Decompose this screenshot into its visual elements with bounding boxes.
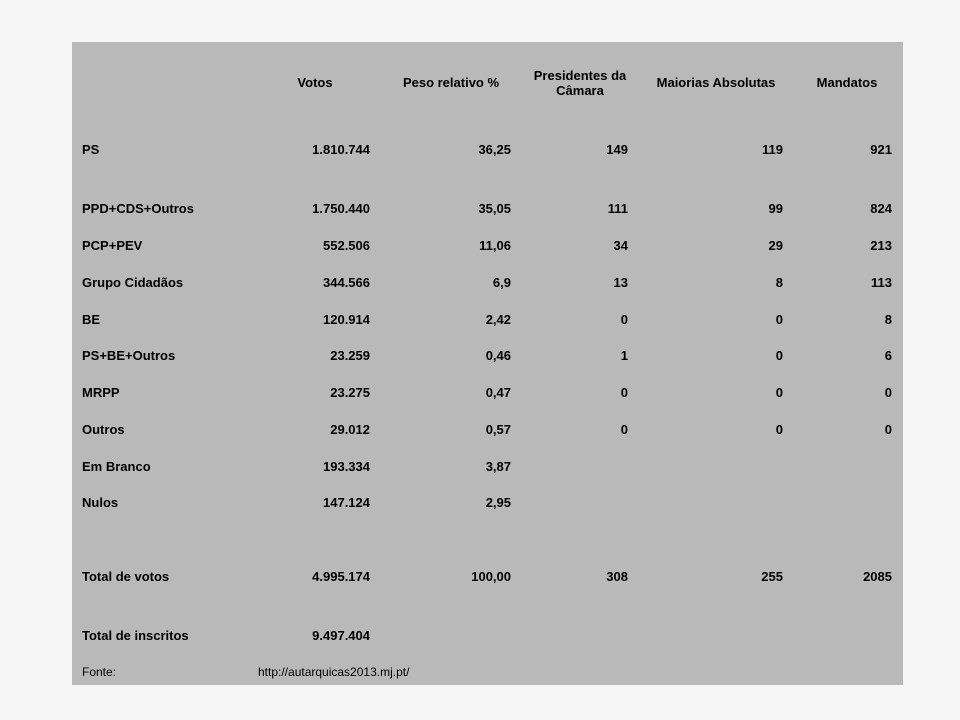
- cell-peso: 35,05: [478, 201, 511, 216]
- cell-maiorias: 0: [775, 348, 783, 363]
- cell-maiorias: 99: [768, 201, 783, 216]
- cell-mandatos: 6: [884, 348, 892, 363]
- cell-mandatos: 8: [884, 312, 892, 327]
- cell-votos: 23.259: [330, 348, 370, 363]
- total-votos-label: Total de votos: [82, 569, 170, 584]
- cell-maiorias: 8: [775, 275, 783, 290]
- cell-mandatos: 113: [871, 275, 892, 290]
- total-votos-maiorias: 255: [761, 569, 783, 584]
- cell-votos: 344.566: [323, 275, 370, 290]
- cell-peso: 0,47: [485, 385, 511, 400]
- total-votos-presidentes: 308: [606, 569, 628, 584]
- cell-votos: 29.012: [330, 422, 370, 437]
- cell-peso: 36,25: [478, 142, 511, 157]
- cell-peso: 0,57: [485, 422, 511, 437]
- header-presidentes: [522, 68, 638, 98]
- row-label: BE: [82, 312, 101, 327]
- cell-votos: 1.750.440: [312, 201, 370, 216]
- row-label: PS: [82, 142, 100, 157]
- cell-mandatos: 0: [884, 385, 892, 400]
- row-label: Grupo Cidadãos: [82, 275, 184, 290]
- header-presidentes-line1: Presidentes da: [533, 68, 627, 83]
- header-peso-relativo: Peso relativo %: [402, 75, 500, 90]
- cell-maiorias: 0: [775, 385, 783, 400]
- row-label: MRPP: [82, 385, 120, 400]
- total-votos-peso: 100,00: [471, 569, 511, 584]
- total-inscritos-votos: 9.497.404: [312, 628, 370, 643]
- header-presidentes-line2: Câmara: [556, 83, 604, 98]
- row-label: Outros: [82, 422, 125, 437]
- row-label: PPD+CDS+Outros: [82, 201, 194, 216]
- cell-peso: 0,46: [485, 348, 511, 363]
- cell-presidentes: 1: [620, 348, 628, 363]
- cell-presidentes: 149: [606, 142, 628, 157]
- cell-mandatos: 824: [870, 201, 892, 216]
- cell-presidentes: 111: [607, 201, 628, 216]
- row-label: PCP+PEV: [82, 238, 143, 253]
- cell-mandatos: 0: [884, 422, 892, 437]
- cell-maiorias: 0: [775, 312, 783, 327]
- row-label: Em Branco: [82, 459, 151, 474]
- source-url: http://autarquicas2013.mj.pt/: [258, 665, 410, 679]
- cell-votos: 120.914: [323, 312, 370, 327]
- header-mandatos: Mandatos: [816, 75, 878, 90]
- cell-maiorias: 29: [768, 238, 783, 253]
- cell-votos: 193.334: [323, 459, 370, 474]
- cell-mandatos: 921: [870, 142, 892, 157]
- cell-votos: 23.275: [330, 385, 370, 400]
- cell-presidentes: 34: [613, 238, 628, 253]
- cell-presidentes: 0: [620, 422, 628, 437]
- cell-maiorias: 119: [762, 142, 783, 157]
- total-votos-mandatos: 2085: [863, 569, 892, 584]
- cell-peso: 2,42: [485, 312, 511, 327]
- cell-votos: 1.810.744: [312, 142, 370, 157]
- total-inscritos-label: Total de inscritos: [82, 628, 189, 643]
- cell-presidentes: 13: [613, 275, 628, 290]
- cell-peso: 6,9: [492, 275, 511, 290]
- cell-presidentes: 0: [620, 312, 628, 327]
- cell-peso: 11,06: [479, 238, 511, 253]
- row-label: Nulos: [82, 495, 119, 510]
- cell-maiorias: 0: [775, 422, 783, 437]
- cell-votos: 552.506: [323, 238, 370, 253]
- cell-presidentes: 0: [620, 385, 628, 400]
- source-label: Fonte:: [82, 665, 117, 679]
- header-votos: Votos: [297, 75, 333, 90]
- total-votos-votos: 4.995.174: [312, 569, 370, 584]
- row-label: PS+BE+Outros: [82, 348, 176, 363]
- cell-peso: 3,87: [485, 459, 511, 474]
- cell-peso: 2,95: [485, 495, 511, 510]
- header-maiorias: Maiorias Absolutas: [656, 75, 776, 90]
- cell-votos: 147.124: [323, 495, 370, 510]
- election-results-table: [72, 42, 903, 685]
- cell-mandatos: 213: [870, 238, 892, 253]
